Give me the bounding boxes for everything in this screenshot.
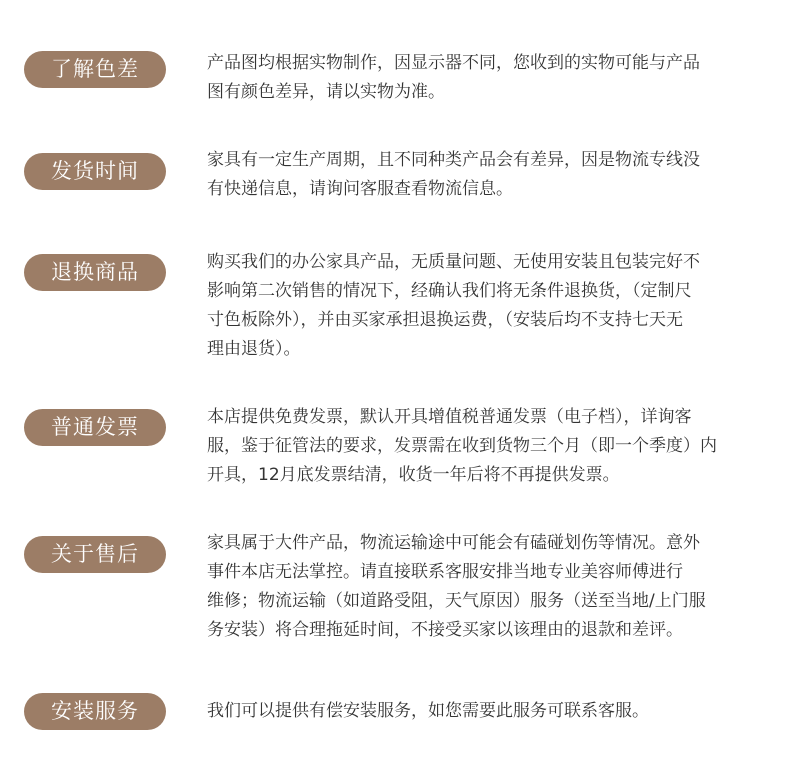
installation-text <box>207 697 772 726</box>
returns-label: 退换商品 <box>24 254 166 291</box>
invoice-text <box>207 403 772 490</box>
text-line: 理由退货）。 <box>207 339 301 359</box>
text-line: 家具有一定生产周期，且不同种类产品会有差异，因是物流专线没 <box>207 150 700 170</box>
text-line: 影响第二次销售的情况下，经确认我们将无条件退换货，（定制尺 <box>207 281 692 301</box>
installation-label: 安装服务 <box>24 693 166 730</box>
text-line: 本店提供免费发票，默认开具增值税普通发票（电子档），详询客 <box>207 407 692 427</box>
after-sales-label: 关于售后 <box>24 536 166 573</box>
text-line: 有快递信息，请询问客服查看物流信息。 <box>207 179 513 199</box>
text-line: 事件本店无法掌控。请直接联系客服安排当地专业美容师傅进行 <box>207 562 683 582</box>
text-line: 图有颜色差异，请以实物为准。 <box>207 82 445 102</box>
text-line: 维修；物流运输（如道路受阻，天气原因）服务（送至当地/上门服 <box>207 591 706 611</box>
returns-text <box>207 248 772 364</box>
text-line: 家具属于大件产品，物流运输途中可能会有磕碰划伤等情况。意外 <box>207 533 700 553</box>
text-line: 服，鉴于征管法的要求，发票需在收到货物三个月（即一个季度）内 <box>207 436 717 456</box>
invoice-label: 普通发票 <box>24 409 166 446</box>
color-difference-text <box>207 49 772 107</box>
color-difference-label: 了解色差 <box>24 51 166 88</box>
text-line: 产品图均根据实物制作，因显示器不同，您收到的实物可能与产品 <box>207 53 700 73</box>
shipping-time-text <box>207 146 772 204</box>
shipping-time-label: 发货时间 <box>24 153 166 190</box>
text-line: 购买我们的办公家具产品，无质量问题、无使用安装且包装完好不 <box>207 252 700 272</box>
text-line: 我们可以提供有偿安装服务，如您需要此服务可联系客服。 <box>207 701 649 721</box>
text-line: 务安装）将合理拖延时间，不接受买家以该理由的退款和差评。 <box>207 620 683 640</box>
text-line: 寸色板除外），并由买家承担退换运费，（安装后均不支持七天无 <box>207 310 683 330</box>
text-line: 开具，12月底发票结清，收货一年后将不再提供发票。 <box>207 465 620 485</box>
after-sales-text <box>207 529 772 645</box>
